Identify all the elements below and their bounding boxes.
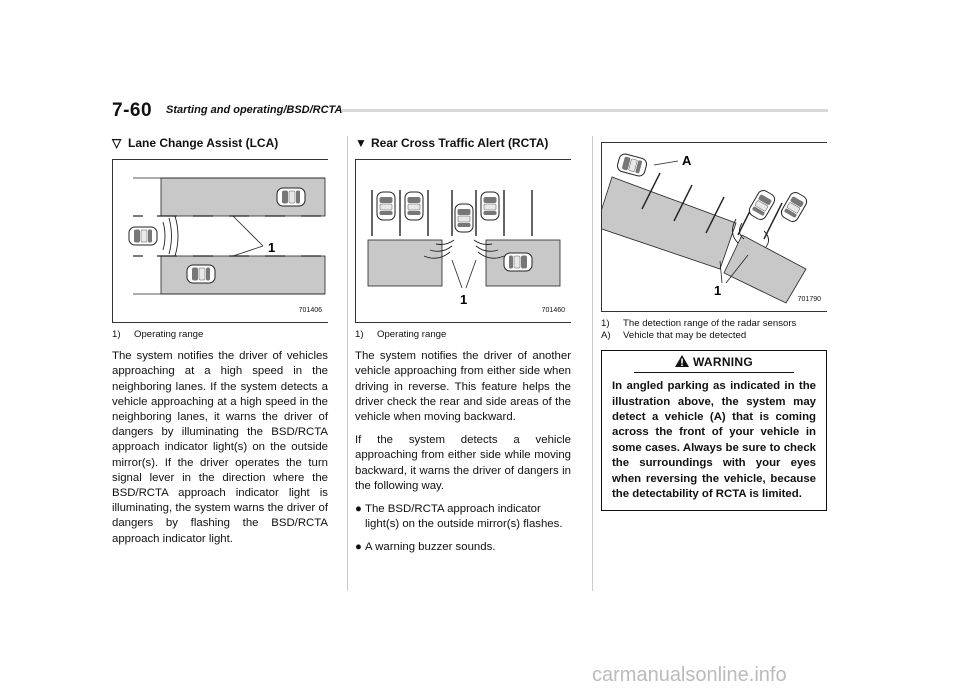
- triangle-filled-icon: ▼: [355, 136, 367, 150]
- angled-caption-1: 1) The detection range of the radar sensors: [601, 318, 797, 329]
- rcta-illustration: [356, 160, 572, 322]
- page-number: 7-60: [112, 100, 153, 121]
- lca-caption: 1) Operating range: [112, 329, 204, 341]
- rcta-body-1: The system notifies the driver of another vehicle approaching from either side when driving in reverse. This feature helps the driver check the rear and side areas of the vehicle when moving backward.: [355, 350, 571, 424]
- warning-header: [634, 351, 794, 373]
- warning-text: In angled parking as indicated in the illustration above, the system may detect a vehicle (A) that is coming across the front of your vehicle in some cases. Always be sure to check the surroundings with your eyes when reversing the vehicle, because the detectability of RCTA is limited.: [612, 380, 816, 501]
- rcta-title: Rear Cross Traffic Alert (RCTA): [371, 136, 549, 150]
- rcta-figure: [355, 159, 571, 323]
- column-rcta: [355, 136, 571, 564]
- column-divider: [347, 136, 348, 591]
- warning-box: [601, 350, 827, 511]
- lca-illustration: [113, 160, 329, 322]
- rcta-fig-label: 1: [460, 292, 468, 308]
- rcta-fig-code: 701460: [541, 307, 565, 314]
- footer-watermark: carmanualsonline.info: [592, 664, 787, 686]
- angled-parking-illustration: [602, 143, 828, 311]
- lca-fig-code: 701406: [298, 307, 322, 314]
- column-lca: [112, 136, 328, 555]
- lca-title: Lane Change Assist (LCA): [128, 136, 279, 150]
- angled-fig-label-1: 1: [714, 283, 722, 298]
- warning-title: WARNING: [692, 355, 754, 369]
- column-divider-2: [592, 136, 593, 591]
- lca-fig-label: 1: [268, 240, 276, 256]
- angled-parking-figure: [601, 142, 827, 312]
- rcta-body-2: If the system detects a vehicle approaching from either side while moving backward, it warns the driver of dangers in the following way.: [355, 434, 571, 492]
- rcta-bullet-1: ● The BSD/RCTA approach indicator light(s) on the outside mirror(s) flashes.: [355, 503, 563, 531]
- column-angled: [601, 142, 827, 511]
- angled-captions: [601, 318, 827, 342]
- angled-caption-a: A) Vehicle that may be detected: [601, 330, 747, 341]
- page-header: [112, 100, 828, 122]
- rcta-caption: 1) Operating range: [355, 329, 447, 341]
- angled-fig-code: 701790: [797, 295, 821, 303]
- lca-body: The system notifies the driver of vehicles approaching at a high speed in the neighboring lanes. If the system detects a vehicle approaching at a high speed in the neighboring lanes, it warns the driver of dangers by illuminating the BSD/RCTA approach indicator light(s) on the outside mirror(s). If the driver operates the turn signal lever in the direction where the BSD/RCTA approach indicator light is illuminating, the system warns the driver of dangers by flashing the BSD/RCTA approach indicator light.: [112, 350, 328, 545]
- angled-fig-label-a: A: [682, 153, 692, 168]
- warning-icon: [675, 355, 689, 367]
- section-title: Starting and operating/BSD/RCTA: [166, 104, 343, 116]
- rcta-heading: [355, 136, 571, 151]
- lca-figure: [112, 159, 328, 323]
- rcta-bullet-2: ● A warning buzzer sounds.: [355, 541, 496, 554]
- header-rule: [342, 109, 828, 112]
- triangle-outline-icon: ▽: [112, 136, 122, 150]
- lca-heading: [112, 136, 328, 151]
